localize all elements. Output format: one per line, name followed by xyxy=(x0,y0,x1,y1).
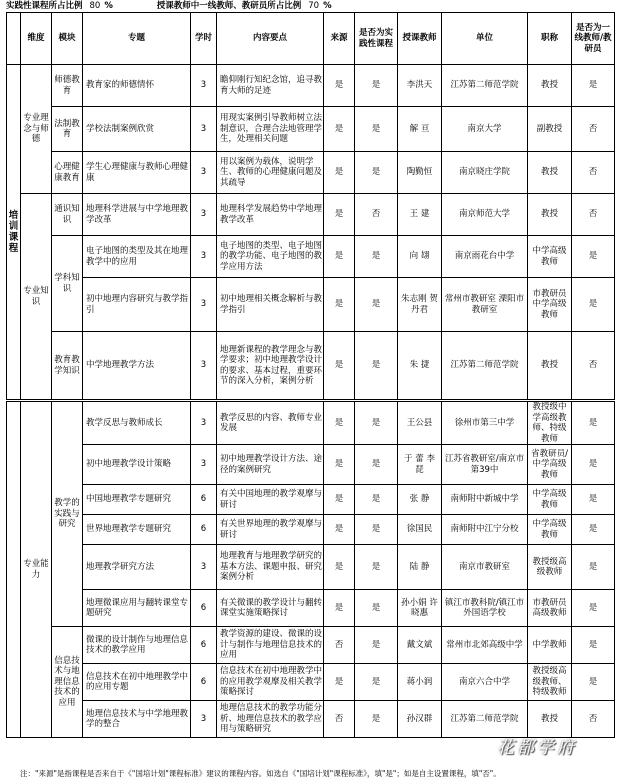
content-cell: 教学资源的建设、微课的设计与制作与地理信息技术的应用 xyxy=(217,627,324,664)
table-row xyxy=(7,590,615,627)
unit-cell: 南京市教研室 xyxy=(442,545,528,590)
col-teacher: 授课教师 xyxy=(398,13,442,65)
dimension-cell: 专业能力 xyxy=(21,402,52,738)
practical-cell: 是 xyxy=(355,545,398,590)
practical-cell: 是 xyxy=(355,236,398,278)
title-cell: 教授 xyxy=(528,65,572,107)
hours-cell: 6 xyxy=(191,515,217,545)
unit-cell: 南京六合中学 xyxy=(442,664,528,701)
practical-ratio-percent: % xyxy=(104,1,113,11)
title-cell: 教授 xyxy=(528,701,572,738)
teacher-cell: 陆 静 xyxy=(398,545,442,590)
teacher-cell: 张 静 xyxy=(398,485,442,515)
table-row xyxy=(7,515,615,545)
hours-cell: 3 xyxy=(191,332,217,400)
title-cell: 教授 xyxy=(528,194,572,236)
content-cell: 地理科学发展趋势中学地理教学改革 xyxy=(217,194,324,236)
unit-cell: 镇江市教科院/镇江市外国语学校 xyxy=(442,590,528,627)
frontline-cell: 是 xyxy=(572,236,615,278)
hours-cell: 3 xyxy=(191,701,217,738)
frontline-cell: 是 xyxy=(572,515,615,545)
practical-cell: 是 xyxy=(355,332,398,400)
content-cell: 信息技术在初中地理教学中的应用教学观摩及相关教学策略探讨 xyxy=(217,664,324,701)
source-cell: 是 xyxy=(324,194,355,236)
title-cell: 教授级高级教师 xyxy=(528,545,572,590)
hours-cell: 6 xyxy=(191,664,217,701)
practical-ratio-label: 实践性课程所占比例 xyxy=(6,1,83,11)
frontline-cell: 否 xyxy=(572,194,615,236)
title-cell: 中学高级教师 xyxy=(528,485,572,515)
hours-cell: 3 xyxy=(191,194,217,236)
source-cell: 是 xyxy=(324,515,355,545)
hours-cell: 3 xyxy=(191,236,217,278)
table-row xyxy=(7,278,615,332)
teacher-cell: 朱 捷 xyxy=(398,332,442,400)
frontline-cell: 否 xyxy=(572,701,615,738)
module-cell: 师德教育 xyxy=(52,65,83,107)
teacher-ratio-label: 授课教师中一线教师、教研员所占比例 xyxy=(156,1,302,11)
module-cell: 心理健康教育 xyxy=(52,152,83,194)
practical-cell: 是 xyxy=(355,515,398,545)
practical-cell: 是 xyxy=(355,65,398,107)
teacher-cell: 戴文斌 xyxy=(398,627,442,664)
source-cell: 是 xyxy=(324,485,355,515)
col-title: 职称 xyxy=(528,13,572,65)
col-practical: 是否为实践性课程 xyxy=(355,13,398,65)
table-body-part1 xyxy=(7,65,615,400)
hours-cell: 6 xyxy=(191,485,217,515)
table-row xyxy=(7,194,615,236)
source-cell: 是 xyxy=(324,65,355,107)
col-dimension: 维度 xyxy=(21,13,52,65)
topic-cell: 中学地理教学方法 xyxy=(83,332,191,400)
table-row xyxy=(7,236,615,278)
topic-cell: 中国地理教学专题研究 xyxy=(83,485,191,515)
content-cell: 瞻仰刚行知纪念馆，追寻教育大师的足迹 xyxy=(217,65,324,107)
hours-cell: 3 xyxy=(191,402,217,445)
content-cell: 教学反思的内容、教师专业发展 xyxy=(217,402,324,445)
teacher-cell: 孙小娟 许晓惠 xyxy=(398,590,442,627)
teacher-cell: 王 建 xyxy=(398,194,442,236)
topic-cell: 学生心理健康与教师心理健康 xyxy=(83,152,191,194)
frontline-cell: 否 xyxy=(572,152,615,194)
table-row xyxy=(7,152,615,194)
table-row xyxy=(7,627,615,664)
unit-cell: 南师附中新城中学 xyxy=(442,485,528,515)
content-cell: 有关世界地理的教学观摩与研讨 xyxy=(217,515,324,545)
watermark-logo: 花都学府 xyxy=(497,738,577,758)
teacher-ratio-percent: % xyxy=(323,1,332,11)
hours-cell: 3 xyxy=(191,278,217,332)
unit-cell: 南京师范大学 xyxy=(442,194,528,236)
table-row xyxy=(7,332,615,400)
topic-cell: 教学反思与教师成长 xyxy=(83,402,191,445)
practical-cell: 是 xyxy=(355,445,398,485)
unit-cell: 常州市教研室 溧阳市教研室 xyxy=(442,278,528,332)
hours-cell: 6 xyxy=(191,590,217,627)
frontline-cell: 是 xyxy=(572,590,615,627)
module-cell: 法制教育 xyxy=(52,107,83,152)
practical-cell: 是 xyxy=(355,664,398,701)
footnote: 注："来源"是指课程是否来自于《"国培计划"课程标准》建议的课程内容。如选自《"国培计划"课程标准》，填"是"；如是自主设置课程，填"否"。 xyxy=(20,769,501,778)
frontline-cell: 是 xyxy=(572,627,615,664)
course-table-part2 xyxy=(6,401,615,738)
frontline-cell: 否 xyxy=(572,107,615,152)
practical-cell: 是 xyxy=(355,278,398,332)
topic-cell: 信息技术在初中地理教学中的应用专题 xyxy=(83,664,191,701)
source-cell: 是 xyxy=(324,332,355,400)
practical-cell: 是 xyxy=(355,701,398,738)
content-cell: 电子地图的类型、电子地图的教学功能、电子地图的教学应用方法 xyxy=(217,236,324,278)
topic-cell: 学校法制案例欣赏 xyxy=(83,107,191,152)
topic-cell: 世界地理教学专题研究 xyxy=(83,515,191,545)
topic-cell: 地理微课应用与翻转课堂专题研究 xyxy=(83,590,191,627)
hours-cell: 3 xyxy=(191,545,217,590)
title-cell: 中学高级教师 xyxy=(528,236,572,278)
topic-cell: 微课的设计制作与地理信息技术的教学应用 xyxy=(83,627,191,664)
unit-cell: 江苏第二师范学院 xyxy=(442,65,528,107)
table-row xyxy=(7,664,615,701)
summary-line xyxy=(6,0,614,12)
practical-cell: 否 xyxy=(355,194,398,236)
table-row xyxy=(7,445,615,485)
unit-cell: 徐州市第三中学 xyxy=(442,402,528,445)
teacher-cell: 徐国民 xyxy=(398,515,442,545)
title-cell: 中学高级教师 xyxy=(528,515,572,545)
table-row xyxy=(7,701,615,738)
col-topic: 专题 xyxy=(83,13,191,65)
unit-cell: 南京晓庄学院 xyxy=(442,152,528,194)
title-cell: 省教研员/中学高级教师 xyxy=(528,445,572,485)
title-cell: 教授 xyxy=(528,152,572,194)
topic-cell: 教育家的师德情怀 xyxy=(83,65,191,107)
frontline-cell: 是 xyxy=(572,445,615,485)
content-cell: 用以案例为载体，说明学生、教师的心理健康问题及其疏导 xyxy=(217,152,324,194)
source-cell: 是 xyxy=(324,402,355,445)
table-row xyxy=(7,402,615,445)
table-row xyxy=(7,485,615,515)
content-cell: 有关中国地理的教学观摩与研讨 xyxy=(217,485,324,515)
section-cell xyxy=(7,402,21,738)
hours-cell: 6 xyxy=(191,627,217,664)
content-cell: 地理信息技术的教学功能分析、地理信息技术的教学应用与策略研究 xyxy=(217,701,324,738)
dimension-cell: 专业知识 xyxy=(21,194,52,400)
unit-cell: 南京雨花台中学 xyxy=(442,236,528,278)
table-body-part2 xyxy=(7,402,615,738)
course-table-part1 xyxy=(6,12,615,400)
teacher-cell: 陶勤恒 xyxy=(398,152,442,194)
unit-cell: 江苏省教研室/南京市第39中 xyxy=(442,445,528,485)
title-cell: 副教授 xyxy=(528,107,572,152)
unit-cell: 南京大学 xyxy=(442,107,528,152)
module-cell: 教育教学知识 xyxy=(52,332,83,400)
frontline-cell: 是 xyxy=(572,65,615,107)
unit-cell: 南师附中江宁分校 xyxy=(442,515,528,545)
frontline-cell: 是 xyxy=(572,485,615,515)
practical-cell: 是 xyxy=(355,107,398,152)
source-cell: 是 xyxy=(324,278,355,332)
source-cell: 是 xyxy=(324,445,355,485)
section-header-cell xyxy=(7,13,21,65)
topic-cell: 地理信息技术与中学地理教学的整合 xyxy=(83,701,191,738)
teacher-cell: 于 蕾 李 琵 xyxy=(398,445,442,485)
col-source: 来源 xyxy=(324,13,355,65)
title-cell: 教授 xyxy=(528,332,572,400)
teacher-cell: 解 亘 xyxy=(398,107,442,152)
teacher-cell: 向 翃 xyxy=(398,236,442,278)
practical-cell: 是 xyxy=(355,485,398,515)
source-cell: 否 xyxy=(324,627,355,664)
topic-cell: 初中地理内容研究与教学指引 xyxy=(83,278,191,332)
col-module: 模块 xyxy=(52,13,83,65)
title-cell: 中学教师 xyxy=(528,627,572,664)
module-cell: 教学的实践与研究 xyxy=(52,402,83,627)
table-row xyxy=(7,107,615,152)
teacher-cell: 李洪天 xyxy=(398,65,442,107)
unit-cell: 常州市北郊高级中学 xyxy=(442,627,528,664)
hours-cell: 3 xyxy=(191,65,217,107)
content-cell: 初中地理教学设计方法、途径的案例研究 xyxy=(217,445,324,485)
table-row xyxy=(7,65,615,107)
header-row xyxy=(7,13,615,65)
frontline-cell: 否 xyxy=(572,332,615,400)
source-cell: 是 xyxy=(324,590,355,627)
col-unit: 单位 xyxy=(442,13,528,65)
practical-cell: 是 xyxy=(355,590,398,627)
content-cell: 有关微课的教学设计与翻转课堂实施策略探讨 xyxy=(217,590,324,627)
practical-cell: 是 xyxy=(355,152,398,194)
hours-cell: 3 xyxy=(191,445,217,485)
title-cell: 市教研员 高级教师 xyxy=(528,590,572,627)
title-cell: 教授级中学高级教师、特级教师 xyxy=(528,402,572,445)
source-cell: 是 xyxy=(324,545,355,590)
title-cell: 市教研员 中学高级教师 xyxy=(528,278,572,332)
col-frontline: 是否为一线教师/教研员 xyxy=(572,13,615,65)
table-row xyxy=(7,545,615,590)
hours-cell: 3 xyxy=(191,152,217,194)
topic-cell: 电子地图的类型及其在地理教学中的应用 xyxy=(83,236,191,278)
topic-cell: 地理科学进展与中学地理教学改革 xyxy=(83,194,191,236)
col-content: 内容要点 xyxy=(217,13,324,65)
content-cell: 地理教育与地理教学研究的基本方法、课题申报、研究案例分析 xyxy=(217,545,324,590)
module-cell: 通识知识 xyxy=(52,194,83,236)
unit-cell: 江苏第二师范学院 xyxy=(442,701,528,738)
source-cell: 是 xyxy=(324,236,355,278)
title-cell: 教授级高级教师、特级教师 xyxy=(528,664,572,701)
content-cell: 地理新课程的教学理念与教学要求；初中地理教学设计的要求、基本过程，重要环节的深入分析，案例分析 xyxy=(217,332,324,400)
module-cell: 学科知识 xyxy=(52,236,83,332)
content-cell: 用现实案例引导教师树立法制意识，合理合法地管理学生，处理相关问题 xyxy=(217,107,324,152)
frontline-cell: 是 xyxy=(572,278,615,332)
practical-ratio-value: 80 xyxy=(85,0,104,13)
frontline-cell: 是 xyxy=(572,545,615,590)
section-cell xyxy=(7,65,21,400)
teacher-cell: 蒋小润 xyxy=(398,664,442,701)
topic-cell: 地理教学研究方法 xyxy=(83,545,191,590)
module-cell: 信息技术与地理信息技术的应用 xyxy=(52,627,83,738)
practical-cell: 是 xyxy=(355,402,398,445)
source-cell: 否 xyxy=(324,701,355,738)
teacher-cell: 王公县 xyxy=(398,402,442,445)
frontline-cell: 是 xyxy=(572,402,615,445)
teacher-cell: 孙汉群 xyxy=(398,701,442,738)
practical-cell: 是 xyxy=(355,627,398,664)
source-cell: 是 xyxy=(324,664,355,701)
hours-cell: 3 xyxy=(191,107,217,152)
section-cell-text: 培训课程 xyxy=(8,210,19,254)
teacher-cell: 朱志刚 贺丹君 xyxy=(398,278,442,332)
source-cell: 是 xyxy=(324,152,355,194)
col-hours: 学时 xyxy=(191,13,217,65)
teacher-ratio-value: 70 xyxy=(304,0,323,13)
unit-cell: 江苏第二师范学院 xyxy=(442,332,528,400)
content-cell: 初中地理相关概念解析与教学指引 xyxy=(217,278,324,332)
frontline-cell: 是 xyxy=(572,664,615,701)
topic-cell: 初中地理教学设计策略 xyxy=(83,445,191,485)
source-cell: 是 xyxy=(324,107,355,152)
dimension-cell: 专业理念与师德 xyxy=(21,65,52,194)
